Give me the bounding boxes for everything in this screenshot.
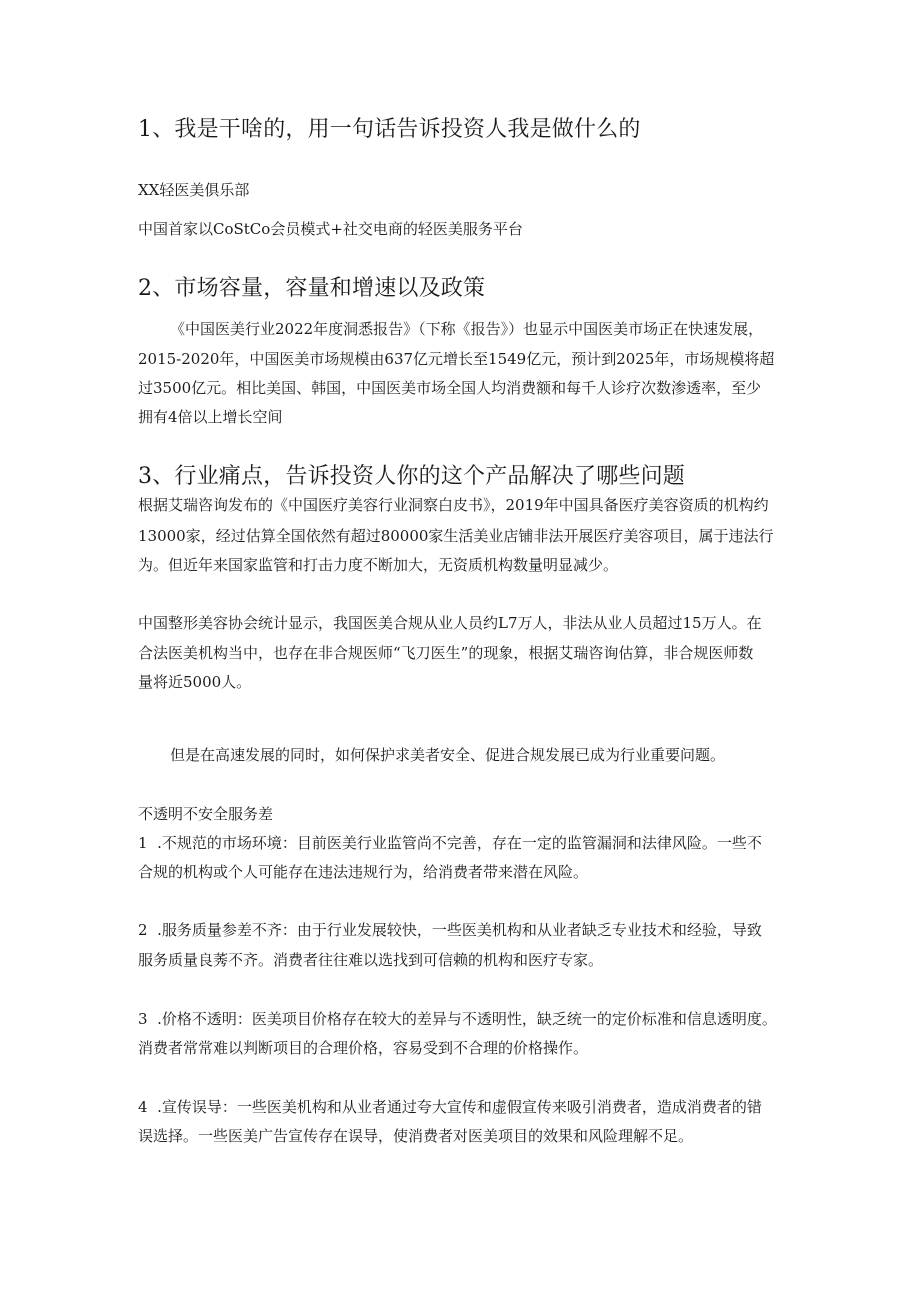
market-line-2: 2015-2020年，中国医美市场规模由637亿元增长至1549亿元，预计到2025年，市场规模将超 <box>138 350 775 368</box>
pain-item-2-line-2: 服务质量良莠不齐。消费者往往难以选找到可信赖的机构和医疗专家。 <box>138 951 604 969</box>
pain-item-1-line-2: 合规的机构或个人可能存在违法违规行为，给消费者带来潜在风险。 <box>138 863 589 881</box>
pain-subtitle: 不透明不安全服务差 <box>138 805 274 823</box>
club-name: XX轻医美俱乐部 <box>138 181 250 199</box>
section3-heading: 3、行业痛点，告诉投资人你的这个产品解决了哪些问题 <box>138 464 685 489</box>
pain-item-3-line-2: 消费者常常难以判断项目的合理价格，容易受到不合理的价格操作。 <box>138 1039 589 1057</box>
pain-para1-line-1: 根据艾瑞咨询发布的《中国医疗美容行业洞察白皮书》，2019年中国具备医疗美容资质的机构约 <box>138 496 769 514</box>
pain-para1-line-3: 为。但近年来国家监管和打击力度不断加大，无资质机构数量明显减少。 <box>138 556 619 574</box>
tagline: 中国首家以CoStCo会员模式+社交电商的轻医美服务平台 <box>138 220 523 238</box>
pain-item-1-line-1: 1 .不规范的市场环境：目前医美行业监管尚不完善，存在一定的监管漏洞和法律风险。一些不 <box>138 834 762 852</box>
pain-para2-line-3: 量将近5000人。 <box>138 673 252 691</box>
market-line-3: 过3500亿元。相比美国、韩国，中国医美市场全国人均消费额和每千人诊疗次数渗透率，至少 <box>138 379 762 397</box>
market-line-1: 《中国医美行业2022年度洞悉报告》（下称《报告》）也显示中国医美市场正在快速发展， <box>170 320 764 338</box>
market-line-4: 拥有4倍以上增长空间 <box>138 408 283 426</box>
pain-item-3-line-1: 3 .价格不透明：医美项目价格存在较大的差异与不透明性，缺乏统一的定价标准和信息透明度。 <box>138 1010 777 1028</box>
pain-para2-line-1: 中国整形美容协会统计显示，我国医美合规从业人员约L7万人，非法从业人员超过15万人。在 <box>138 614 762 632</box>
pain-item-2-line-1: 2 .服务质量参差不齐：由于行业发展较快，一些医美机构和从业者缺乏专业技术和经验，导致 <box>138 921 762 939</box>
pain-para2-line-2: 合法医美机构当中，也存在非合规医师“飞刀医生”的现象，根据艾瑞咨询估算，非合规医师数 <box>138 644 754 662</box>
section1-heading: 1、我是干啥的，用一句话告诉投资人我是做什么的 <box>138 117 641 142</box>
section2-heading: 2、市场容量，容量和增速以及政策 <box>138 276 486 301</box>
pain-para3: 但是在高速发展的同时，如何保护求美者安全、促进合规发展已成为行业重要问题。 <box>170 746 726 764</box>
pain-item-4-line-1: 4 .宣传误导：一些医美机构和从业者通过夸大宣传和虚假宣传来吸引消费者，造成消费者的错 <box>138 1098 762 1116</box>
pain-item-4-line-2: 误选择。一些医美广告宣传存在误导，使消费者对医美项目的效果和风险理解不足。 <box>138 1127 694 1145</box>
pain-para1-line-2: 13000家，经过估算全国依然有超过80000家生活美业店铺非法开展医疗美容项目，属于违法行 <box>138 527 774 545</box>
